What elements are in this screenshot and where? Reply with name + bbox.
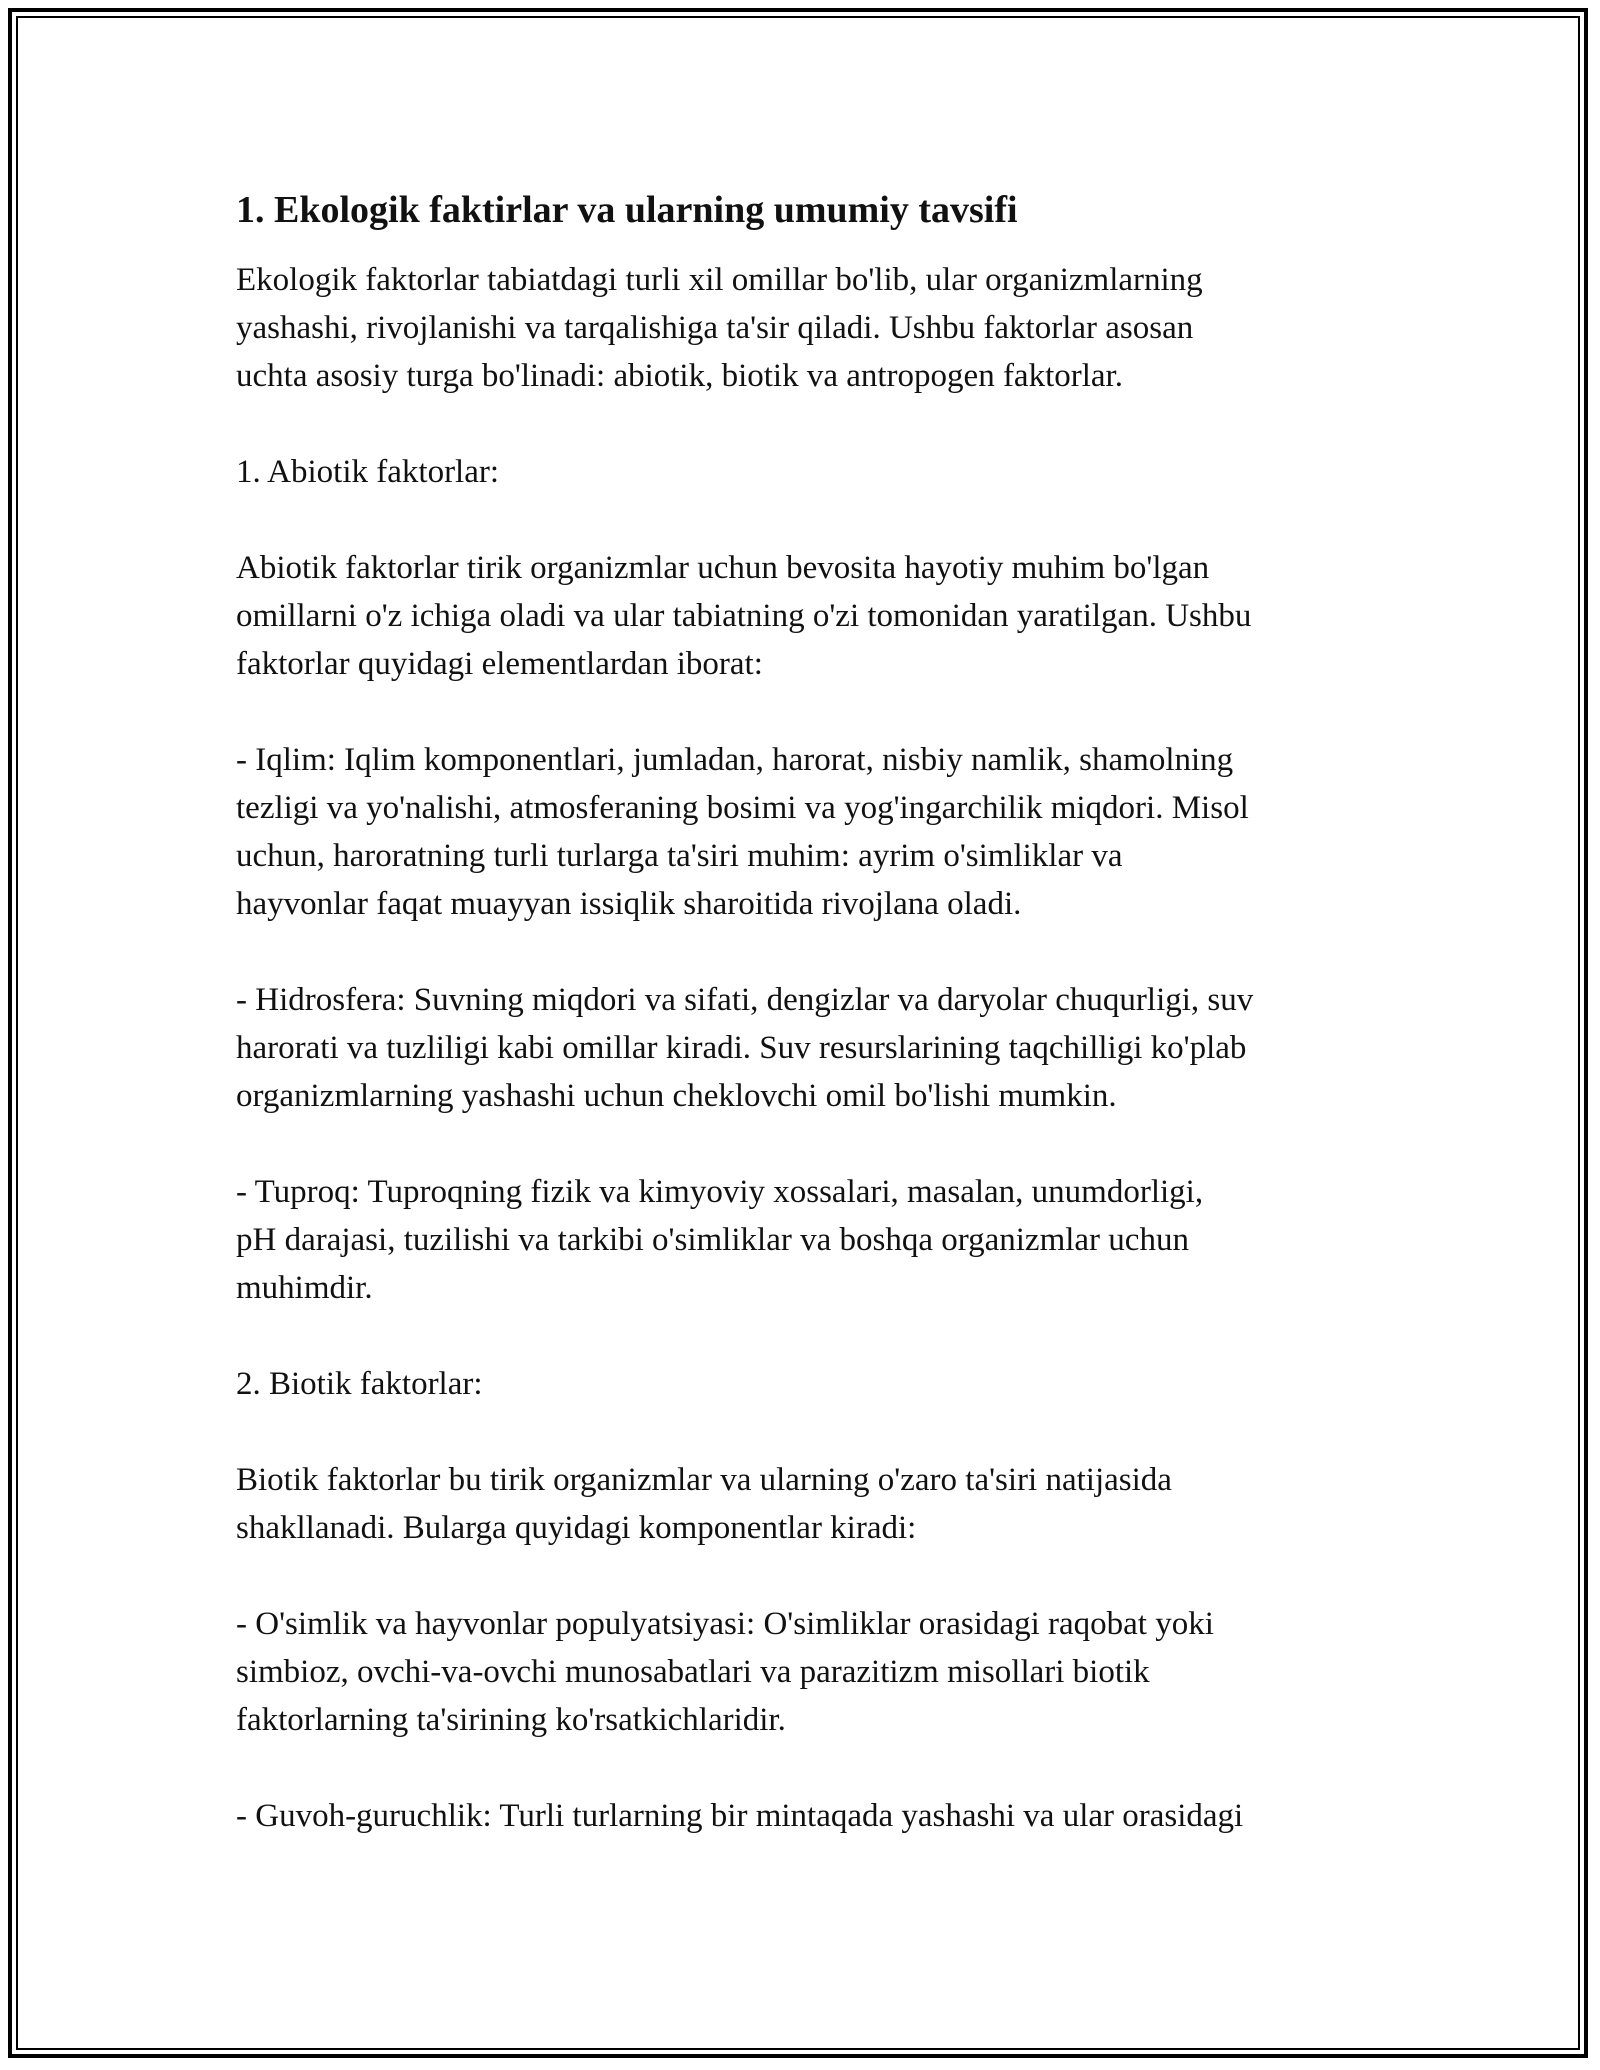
biotic-subheading: 2. Biotik faktorlar: xyxy=(236,1366,483,1402)
hydrosphere-item: - Hidrosfera: Suvning miqdori va sifati, dengizlar va daryolar chuqurligi, suv harorati va tuzliligi kabi omillar kiradi. Suv resurslarining taqchilligi ko'plab organizmlarning yashashi uchun cheklovchi omil bo'lishi mumkin. xyxy=(236,982,1254,1114)
intro-paragraph: Ekologik faktorlar tabiatdagi turli xil omillar bo'lib, ular organizmlarning yashashi, rivojlanishi va tarqalishiga ta'sir qiladi. Ushbu faktorlar asosan uchta asosiy turga bo'linadi: abiotik, biotik va antropogen faktorlar. xyxy=(236,262,1203,394)
biotic-description: Biotik faktorlar bu tirik organizmlar va ularning o'zaro ta'siri natijasida shakllanadi. Bularga quyidagi komponentlar kiradi: xyxy=(236,1462,1172,1546)
document-body xyxy=(236,186,1416,1888)
population-item: - O'simlik va hayvonlar populyatsiyasi: O'simliklar orasidagi raqobat yoki simbioz, ovchi-va-ovchi munosabatlari va parazitizm misollari biotik faktorlarning ta'sirining ko'rsatkichlaridir. xyxy=(236,1606,1214,1738)
section-heading: 1. Ekologik faktirlar va ularning umumiy tavsifi xyxy=(236,189,1018,231)
abiotic-description: Abiotik faktorlar tirik organizmlar uchun bevosita hayotiy muhim bo'lgan omillarni o'z ichiga oladi va ular tabiatning o'zi tomonidan yaratilgan. Ushbu faktorlar quyidagi elementlardan iborat: xyxy=(236,550,1252,682)
climate-item: - Iqlim: Iqlim komponentlari, jumladan, harorat, nisbiy namlik, shamolning tezligi va yo'nalishi, atmosferaning bosimi va yog'ingarchilik miqdori. Misol uchun, haroratning turli turlarga ta'siri muhim: ayrim o'simliklar va hayvonlar faqat muayyan issiqlik sharoitida rivojlana oladi. xyxy=(236,742,1249,922)
abiotic-subheading: 1. Abiotik faktorlar: xyxy=(236,454,500,490)
coexistence-item: - Guvoh-guruchlik: Turli turlarning bir mintaqada yashashi va ular orasidagi xyxy=(236,1798,1244,1834)
soil-item: - Tuproq: Tuproqning fizik va kimyoviy xossalari, masalan, unumdorligi, pH darajasi, tuzilishi va tarkibi o'simliklar va boshqa organizmlar uchun muhimdir. xyxy=(236,1174,1204,1306)
